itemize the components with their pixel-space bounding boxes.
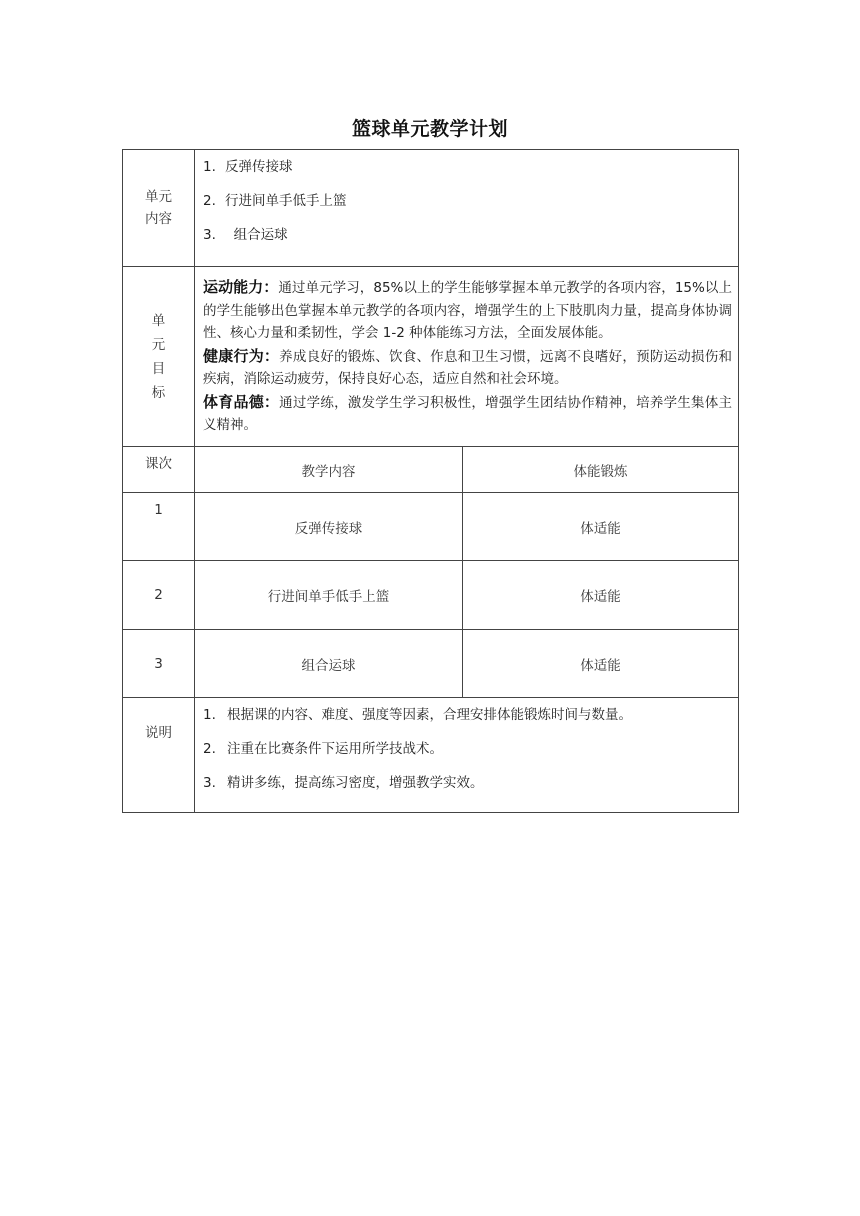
- lesson-number: 3: [154, 655, 163, 672]
- goal-motor-ability: [203, 276, 732, 345]
- lesson-fitness-cell: [463, 493, 739, 561]
- list-item: [203, 192, 738, 226]
- lesson-header-text: 课次: [145, 456, 172, 472]
- list-item-text: 注重在比赛条件下运用所学技战术。: [227, 741, 443, 757]
- goal-sports-ethics: [203, 391, 732, 437]
- unit-content-label: [123, 150, 195, 267]
- table-row: [123, 561, 739, 630]
- lesson-content: 组合运球: [301, 657, 356, 674]
- page-title: 篮球单元教学计划: [351, 118, 508, 140]
- list-item: [203, 706, 738, 740]
- lesson-fitness: 体适能: [580, 520, 621, 537]
- goal-heading: 体育品德：: [203, 392, 280, 411]
- list-item-text: 组合运球: [225, 227, 288, 243]
- lesson-fitness-cell: [463, 561, 739, 630]
- notes-label-text: 说明: [145, 725, 172, 741]
- list-item-number: 3.: [203, 775, 216, 791]
- lesson-content-cell: [195, 561, 463, 630]
- list-item-number: 2.: [203, 741, 216, 757]
- content-column-header: [195, 447, 463, 493]
- unit-goals-label: [123, 267, 195, 447]
- list-item-text: 根据课的内容、难度、强度等因素，合理安排体能锻炼时间与数量。: [227, 707, 632, 723]
- list-item-text: 行进间单手低手上篮: [225, 193, 347, 209]
- list-item: [203, 158, 738, 192]
- goal-text: 通过学练，激发学生学习积极性，增强学生团结协作精神，培养学生集体主义精神。: [203, 394, 732, 434]
- goal-heading: 运动能力：: [203, 278, 279, 297]
- goal-text: 通过单元学习，85%以上的学生能够掌握本单元教学的各项内容，15%以上的学生能够出色掌握本单元教学的各项内容，增强学生的上下肢肌肉力量，提高身体协调性、核心力量和柔韧性，学会 1-2 种体能练习方法，全面发展体能。: [203, 280, 732, 342]
- lesson-fitness: 体适能: [580, 657, 621, 674]
- unit-content-label-text: 单元 内容: [145, 189, 172, 227]
- notes-row: [123, 698, 739, 813]
- unit-content-list: [195, 150, 739, 267]
- lesson-number-cell: [123, 561, 195, 630]
- list-item-number: 2.: [203, 193, 216, 209]
- table-row: [123, 630, 739, 698]
- lesson-content: 反弹传接球: [294, 520, 363, 537]
- notes-list: [195, 698, 739, 813]
- content-header-text: 教学内容: [301, 463, 356, 480]
- list-item: [203, 774, 738, 808]
- unit-goals-label-text: 单 元 目 标: [151, 312, 166, 401]
- unit-content-row: [123, 150, 739, 267]
- lesson-content: 行进间单手低手上篮: [267, 589, 390, 605]
- lesson-fitness-cell: [463, 630, 739, 698]
- goal-text: 养成良好的锻炼、饮食、作息和卫生习惯，远离不良嗜好，预防运动损伤和疾病，消除运动疲劳，保持良好心态，适应自然和社会环境。: [203, 348, 732, 388]
- list-item-number: 3.: [203, 227, 216, 243]
- fitness-header-text: 体能锻炼: [573, 463, 628, 480]
- list-item-number: 1.: [203, 707, 216, 723]
- lessons-header-row: [123, 447, 739, 493]
- lesson-number: 1: [154, 502, 163, 518]
- unit-plan-table: [122, 149, 739, 813]
- unit-goals-content: [195, 267, 739, 447]
- list-item-text: 精讲多练，提高练习密度，增强教学实效。: [227, 775, 484, 791]
- lesson-column-header: [123, 447, 195, 493]
- goal-heading: 健康行为：: [203, 346, 280, 365]
- list-item-number: 1.: [203, 159, 216, 175]
- goal-health-behavior: [203, 345, 732, 391]
- lesson-content-cell: [195, 493, 463, 561]
- lesson-fitness: 体适能: [580, 589, 621, 605]
- list-item-text: 反弹传接球: [225, 159, 293, 175]
- lesson-content-cell: [195, 630, 463, 698]
- fitness-column-header: [463, 447, 739, 493]
- unit-goals-row: [123, 267, 739, 447]
- lesson-number-cell: [123, 493, 195, 561]
- notes-label: [123, 698, 195, 813]
- list-item: [203, 740, 738, 774]
- lesson-number-cell: [123, 630, 195, 698]
- list-item: [203, 226, 738, 260]
- table-row: [123, 493, 739, 561]
- lesson-number: 2: [154, 587, 163, 603]
